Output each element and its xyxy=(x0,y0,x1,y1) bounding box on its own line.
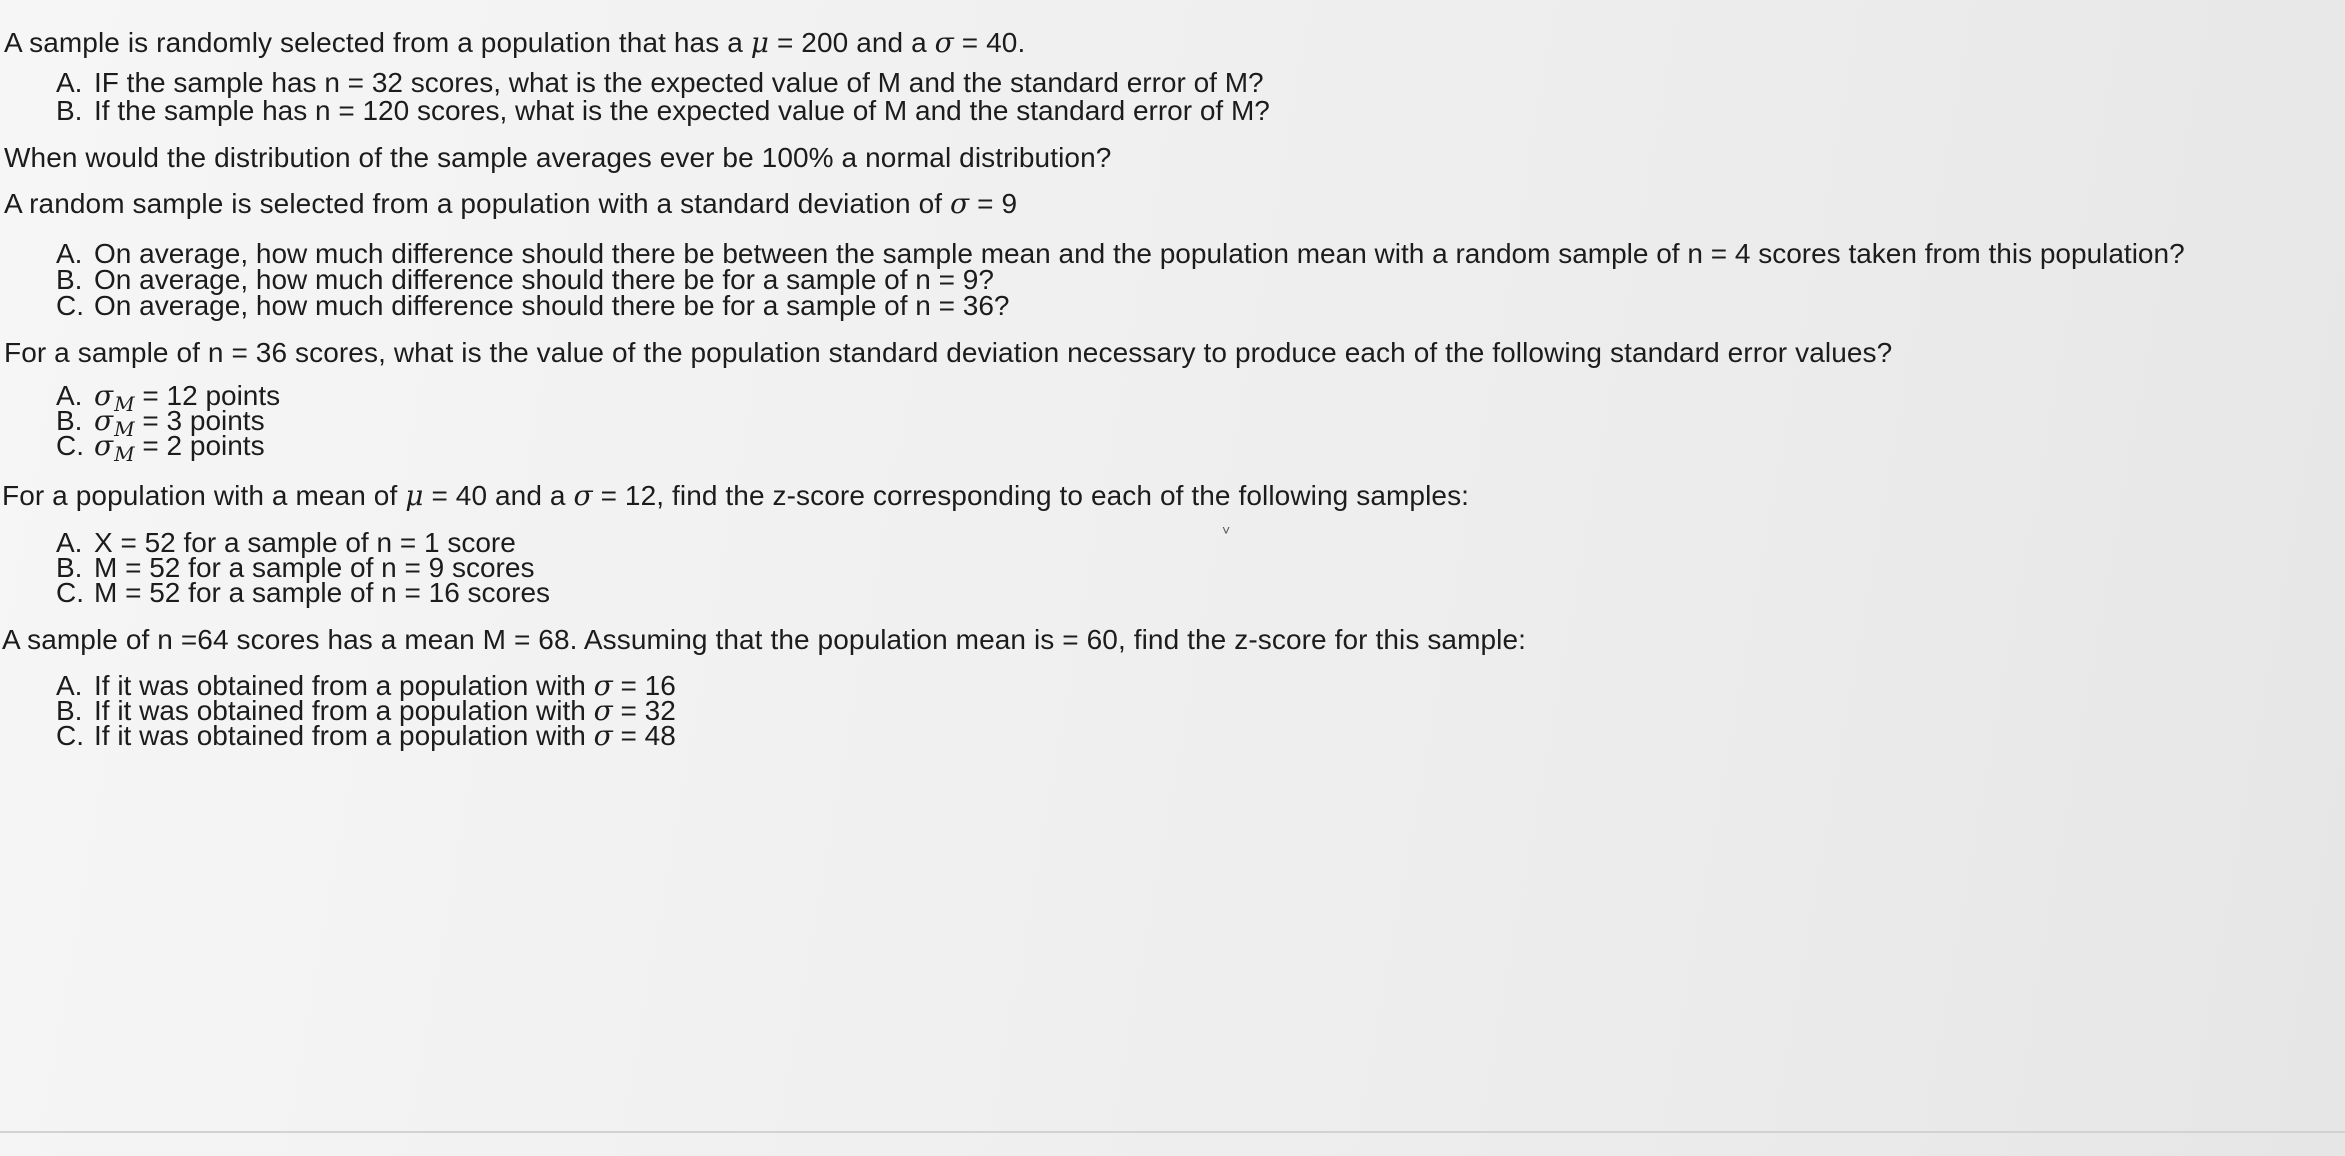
option-letter: B. xyxy=(56,264,83,295)
option-text: If the sample has n = 120 scores, what is the expected value of M and the standard error of M? xyxy=(94,95,1270,126)
q6-text: A sample of n =64 scores has a mean M = 68. Assuming that the population mean is = 60, find the z-score for this sample: xyxy=(2,624,1527,655)
option-letter: C. xyxy=(56,430,84,461)
q4-option-c xyxy=(56,428,265,466)
q3-intro: A random sample is selected from a population with a standard deviation of xyxy=(4,188,943,219)
option-letter: B. xyxy=(56,95,83,126)
option-text: = 16 xyxy=(620,670,676,701)
option-text: X = 52 for a sample of n = 1 score xyxy=(94,527,516,558)
option-letter: C. xyxy=(56,577,84,608)
q5-intro: For a population with a mean of xyxy=(2,480,398,511)
option-text: = 32 xyxy=(620,695,676,726)
question-5 xyxy=(2,478,1469,514)
option-text: = 12 points xyxy=(142,380,281,411)
q5-end: = 12, find the z-score corresponding to each of the following samples: xyxy=(600,480,1470,511)
option-text: IF the sample has n = 32 scores, what is the expected value of M and the standard error of M? xyxy=(94,67,1264,98)
option-letter: C. xyxy=(56,290,84,321)
q5-option-c xyxy=(56,575,550,611)
option-prefix: If it was obtained from a population with xyxy=(94,695,586,726)
option-letter: B. xyxy=(56,552,83,583)
option-text: = 2 points xyxy=(142,430,265,461)
question-4 xyxy=(4,335,1892,371)
q2-text: When would the distribution of the sample averages ever be 100% a normal distribution? xyxy=(4,142,1112,173)
sigma-symbol: σ xyxy=(94,404,114,437)
sigma-symbol: σ xyxy=(593,719,613,752)
sigma-symbol: σ xyxy=(593,694,613,727)
question-2 xyxy=(4,140,1111,176)
q1-end: = 40. xyxy=(961,27,1026,58)
sigma-symbol: σ xyxy=(950,187,970,220)
mu-symbol: μ xyxy=(750,26,770,59)
q1-intro: A sample is randomly selected from a population that has a xyxy=(4,27,743,58)
question-6 xyxy=(2,622,1526,658)
q3-option-c xyxy=(56,288,1010,324)
stray-mark: ˅ xyxy=(1222,522,1231,538)
mu-symbol: μ xyxy=(405,479,424,512)
option-letter: A. xyxy=(56,527,83,558)
option-letter: A. xyxy=(56,238,83,269)
q4-text: For a sample of n = 36 scores, what is the value of the population standard deviation necessary to produce each of the following standard error values? xyxy=(4,337,1893,368)
q1-mid: = 200 and a xyxy=(776,27,927,58)
option-text: = 48 xyxy=(620,720,676,751)
bottom-divider xyxy=(0,1131,2345,1133)
option-text: On average, how much difference should there be for a sample of n = 36? xyxy=(94,290,1010,321)
option-letter: A. xyxy=(56,670,83,701)
sigma-symbol: σ xyxy=(593,669,613,702)
subscript-m: M xyxy=(114,392,135,416)
option-letter: B. xyxy=(56,695,83,726)
q6-option-c xyxy=(56,718,676,754)
option-text: = 3 points xyxy=(142,405,265,436)
option-letter: B. xyxy=(56,405,83,436)
subscript-m: M xyxy=(114,417,135,441)
option-text: On average, how much difference should there be for a sample of n = 9? xyxy=(94,264,994,295)
question-3 xyxy=(4,186,1017,222)
option-text: On average, how much difference should there be between the sample mean and the population mean with a random sample of n = 4 scores taken from this population? xyxy=(94,238,2185,269)
q5-mid: = 40 and a xyxy=(431,480,566,511)
option-prefix: If it was obtained from a population with xyxy=(94,720,586,751)
option-letter: A. xyxy=(56,67,83,98)
sigma-symbol: σ xyxy=(94,379,114,412)
option-letter: A. xyxy=(56,380,83,411)
q1-option-b xyxy=(56,93,1270,129)
option-text: M = 52 for a sample of n = 16 scores xyxy=(94,577,551,608)
option-text: M = 52 for a sample of n = 9 scores xyxy=(94,552,535,583)
option-letter: C. xyxy=(56,720,84,751)
sigma-symbol: σ xyxy=(94,429,114,462)
q3-end: = 9 xyxy=(977,188,1018,219)
sigma-symbol: σ xyxy=(573,479,593,512)
option-prefix: If it was obtained from a population with xyxy=(94,670,586,701)
question-1 xyxy=(4,25,1025,61)
subscript-m: M xyxy=(114,442,135,466)
sigma-symbol: σ xyxy=(934,26,954,59)
